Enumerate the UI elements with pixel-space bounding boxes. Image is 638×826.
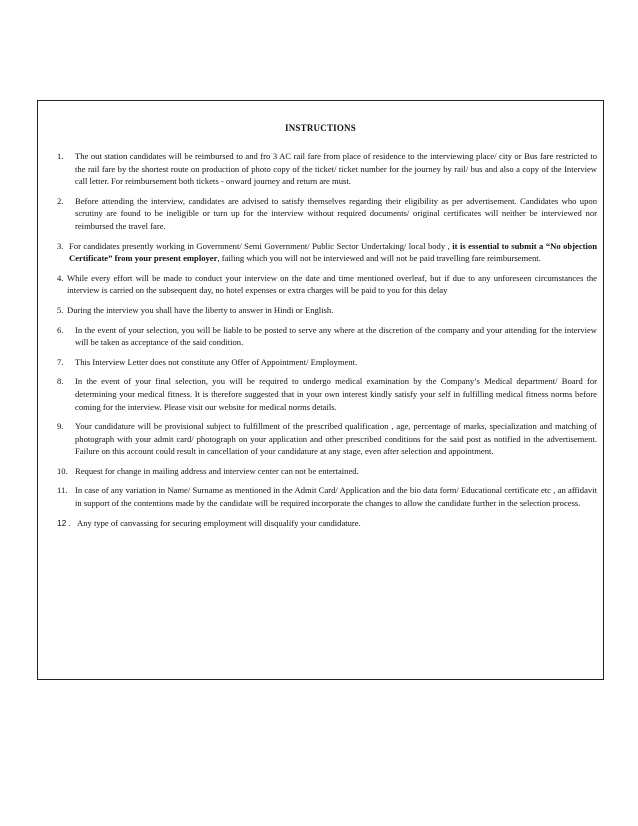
item-text: During the interview you shall have the liberty to answer in Hindi or English. (67, 304, 334, 315)
instructions-list (57, 150, 597, 536)
instruction-item-10 (57, 465, 597, 478)
item-number: 11. (57, 485, 68, 496)
instruction-item-3 (57, 240, 597, 265)
instruction-item-6 (57, 324, 597, 349)
item-number: 5. (57, 304, 64, 315)
instruction-item-5 (57, 304, 597, 317)
item-number: 7. (57, 356, 64, 367)
instruction-item-7 (57, 356, 597, 369)
instructions-title: INSTRUCTIONS (285, 123, 356, 133)
item-number: 3. (57, 240, 64, 251)
item-text: Request for change in mailing address and interview center can not be entertained. (75, 465, 359, 476)
instruction-item-9 (57, 420, 597, 458)
item-text: The out station candidates will be reimbursed to and fro 3 AC rail fare from place of residence to the interviewing place/ city or Bus fare restricted to the rail fare by the shortest route on production of photo copy of the ticket/ ticket number for the journey by rail/ bus and also a copy of the Interview call letter. For reimbursement both tickets - onward journey and return are must. (75, 151, 597, 187)
item-number: 9. (57, 421, 64, 432)
noc-requirement: it is essential to submit a “No objection Certificate” from your present employer (69, 240, 597, 264)
item-number: 8. (57, 376, 64, 387)
instruction-item-11 (57, 484, 597, 509)
item-text (57, 240, 597, 265)
item-number: 1. (57, 151, 64, 161)
item-text-part: For candidates presently working in Government/ Semi Government/ Public Sector Undertaking/ local body , (69, 240, 450, 251)
item-text: Before attending the interview, candidates are advised to satisfy themselves regarding their eligibility as per advertisement. Candidates who upon scrutiny are found to be ineligible or turn up for the interview without required documents/ original certificates will neither be interviewed nor reimbursed the travel fare. (75, 195, 597, 231)
item-number: 4. (57, 272, 64, 283)
item-number: 10. (57, 465, 68, 476)
instruction-item-4 (57, 272, 597, 297)
item-text: In the event of your selection, you will be liable to be posted to serve any where at the discretion of the company and your attending for the interview will be taken as acceptance of the said condition. (75, 324, 597, 348)
item-number: 2. (57, 195, 64, 206)
instruction-item-1 (57, 150, 597, 188)
item-text: While every effort will be made to conduct your interview on the date and time mentioned overleaf, but if due to any unforeseen circumstances the interview is carried on the subsequent day, no hotel expenses or extra charges will be paid to you for this delay (67, 272, 597, 296)
instruction-item-12 (57, 517, 597, 530)
item-number: 12 . (57, 517, 71, 528)
instruction-item-2 (57, 195, 597, 233)
item-text: In the event of your final selection, you will be required to undergo medical examination by the Company’s Medical department/ Board for determining your medical fitness. It is therefore suggested that in your own interest kindly satisfy your self in fulfilling medical fitness norms before coming for the interview. Please visit our website for medical norms details. (75, 376, 597, 412)
item-text: Any type of canvassing for securing employment will disqualify your candidature. (77, 517, 361, 528)
item-text: Your candidature will be provisional subject to fulfillment of the prescribed qualification , age, percentage of marks, specialization and matching of photograph with your admit card/ photograph on your application and other prescribed conditions for the said post as notified in the advertisement. Failure on this account could result in cancellation of your candidature at any stage, even after selection and appointment. (75, 421, 597, 457)
instructions-box (37, 100, 604, 680)
instruction-item-8 (57, 375, 597, 413)
item-number: 6. (57, 324, 64, 335)
item-text: In case of any variation in Name/ Surname as mentioned in the Admit Card/ Application and the bio data form/ Educational certificate etc , an affidavit in support of the contentions made by the candidate will be required incorporate the changes to allow the candidate further in the selection process. (75, 485, 597, 509)
item-text-part: , failing which you will not be interviewed and will not be paid travelling fare reimbursement. (217, 253, 541, 264)
item-text: This Interview Letter does not constitute any Offer of Appointment/ Employment. (75, 356, 358, 367)
